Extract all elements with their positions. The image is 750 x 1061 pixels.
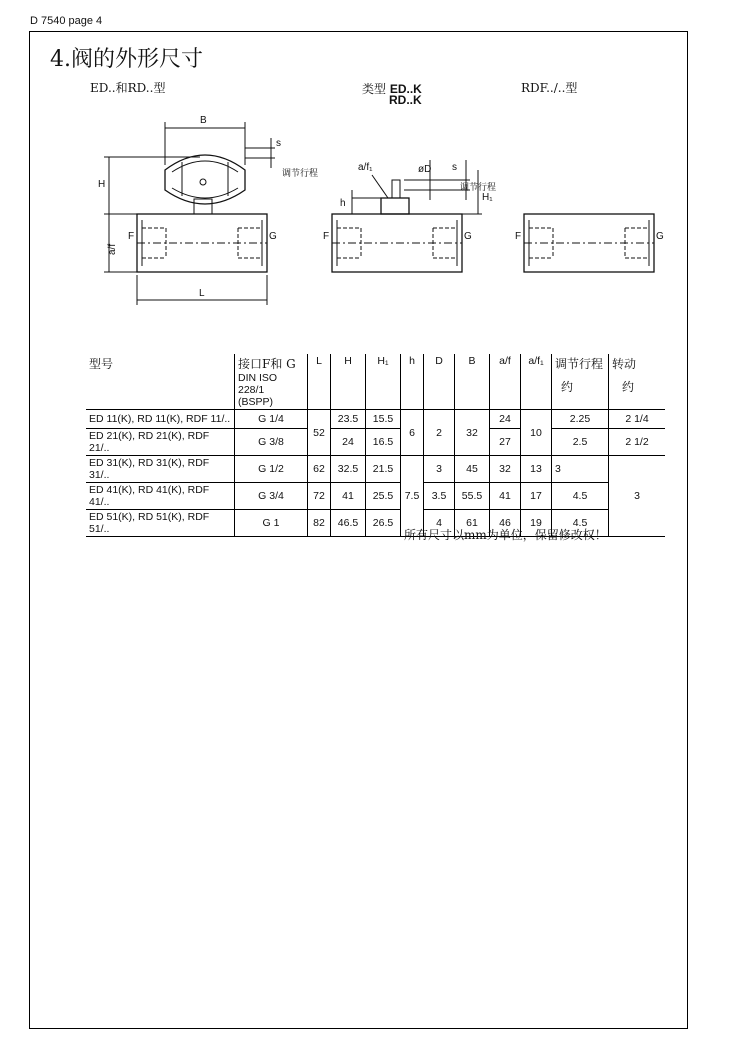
port-G-2: G (464, 231, 472, 242)
dim-B: B (200, 115, 207, 126)
drawing-rdf (524, 214, 654, 272)
cell-stroke: 2.5 (552, 429, 609, 456)
col-af: a/f (490, 354, 521, 410)
col-turns: 转动 约 (609, 354, 666, 410)
cell-af: 46 (490, 510, 521, 537)
dim-L: L (199, 288, 205, 299)
cell-af: 27 (490, 429, 521, 456)
cell-turns: 2 1/2 (609, 429, 666, 456)
drawing-k-type (332, 160, 482, 272)
cell-model: ED 21(K), RD 21(K), RDF 21/.. (86, 429, 235, 456)
cell-port: G 1/2 (235, 456, 308, 483)
col-B: B (455, 354, 490, 410)
cell-D: 3 (424, 456, 455, 483)
cell-port: G 1/4 (235, 410, 308, 429)
cell-H: 41 (331, 483, 366, 510)
dim-D: øD (418, 164, 432, 175)
cell-B: 45 (455, 456, 490, 483)
cell-H: 23.5 (331, 410, 366, 429)
cell-L: 82 (308, 510, 331, 537)
label-type-k-line2: RD..K (389, 93, 422, 107)
cell-H1: 25.5 (366, 483, 401, 510)
col-stroke: 调节行程 约 (552, 354, 609, 410)
cell-H: 32.5 (331, 456, 366, 483)
cell-L: 72 (308, 483, 331, 510)
cell-port: G 3/8 (235, 429, 308, 456)
cell-turns: 2 1/4 (609, 410, 666, 429)
dim-af: a/f (107, 243, 118, 255)
drawing-ed-rd (104, 122, 275, 305)
document-reference: D 7540 page 4 (30, 15, 103, 27)
cell-D: 2 (424, 410, 455, 456)
cell-H: 24 (331, 429, 366, 456)
table-row (86, 410, 665, 429)
cell-stroke: 4.5 (552, 510, 609, 537)
cell-af1: 19 (521, 510, 552, 537)
label-type-rdf: RDF../..型 (521, 81, 578, 95)
cell-af: 24 (490, 410, 521, 429)
cell-turns: 3 (609, 456, 666, 537)
cell-stroke: 3 (552, 456, 609, 483)
cell-H: 46.5 (331, 510, 366, 537)
cell-model: ED 31(K), RD 31(K), RDF 31/.. (86, 456, 235, 483)
label-type-ed-rd: ED..和RD..型 (90, 81, 166, 95)
cell-af: 32 (490, 456, 521, 483)
stroke-label-2: 调节行程 (460, 182, 497, 192)
dim-H: H (98, 179, 106, 190)
cell-af1: 10 (521, 410, 552, 456)
col-H1: H₁ (366, 354, 401, 410)
col-port: 接口F和 G DIN ISO 228/1 (BSPP) (235, 354, 308, 410)
port-G-1: G (269, 231, 277, 242)
dimensions-table (86, 354, 665, 537)
cell-D: 4 (424, 510, 455, 537)
cell-L: 52 (308, 410, 331, 456)
cell-port: G 1 (235, 510, 308, 537)
cell-H1: 15.5 (366, 410, 401, 429)
cell-B: 55.5 (455, 483, 490, 510)
cell-H1: 21.5 (366, 456, 401, 483)
label-type-k: 类型 ED..K (362, 82, 422, 96)
cell-h: 7.5 (401, 456, 424, 537)
dim-af1: a/f₁ (358, 162, 373, 173)
cell-port: G 3/4 (235, 483, 308, 510)
cell-B: 32 (455, 410, 490, 456)
table-row (86, 429, 665, 456)
dimension-drawings (0, 0, 750, 320)
cell-B: 61 (455, 510, 490, 537)
cell-model: ED 41(K), RD 41(K), RDF 41/.. (86, 483, 235, 510)
col-model: 型号 (89, 357, 114, 371)
cell-model: ED 51(K), RD 51(K), RDF 51/.. (86, 510, 235, 537)
port-F-3: F (515, 231, 522, 242)
cell-stroke: 4.5 (552, 483, 609, 510)
dim-s-2: s (452, 162, 457, 173)
cell-af1: 13 (521, 456, 552, 483)
footnote: 所有尺寸以mm为单位，保留修改权！ (404, 528, 607, 542)
cell-H1: 26.5 (366, 510, 401, 537)
port-F-2: F (323, 231, 330, 242)
table-row (86, 456, 665, 483)
cell-af1: 17 (521, 483, 552, 510)
cell-L: 62 (308, 456, 331, 483)
col-H: H (331, 354, 366, 410)
dim-h: h (340, 198, 346, 209)
cell-D: 3.5 (424, 483, 455, 510)
col-h: h (401, 354, 424, 410)
col-L: L (308, 354, 331, 410)
dim-H1: H₁ (482, 192, 493, 203)
cell-model: ED 11(K), RD 11(K), RDF 11/.. (86, 410, 235, 429)
col-D: D (424, 354, 455, 410)
cell-h: 6 (401, 410, 424, 456)
cell-H1: 16.5 (366, 429, 401, 456)
port-G-3: G (656, 231, 664, 242)
stroke-label-1: 调节行程 (282, 168, 319, 178)
dim-s-1: s (276, 138, 281, 149)
cell-af: 41 (490, 483, 521, 510)
table-row (86, 483, 665, 510)
cell-stroke: 2.25 (552, 410, 609, 429)
port-F-1: F (128, 231, 135, 242)
col-af1: a/f₁ (521, 354, 552, 410)
section-title: 4.阀的外形尺寸 (50, 47, 203, 72)
